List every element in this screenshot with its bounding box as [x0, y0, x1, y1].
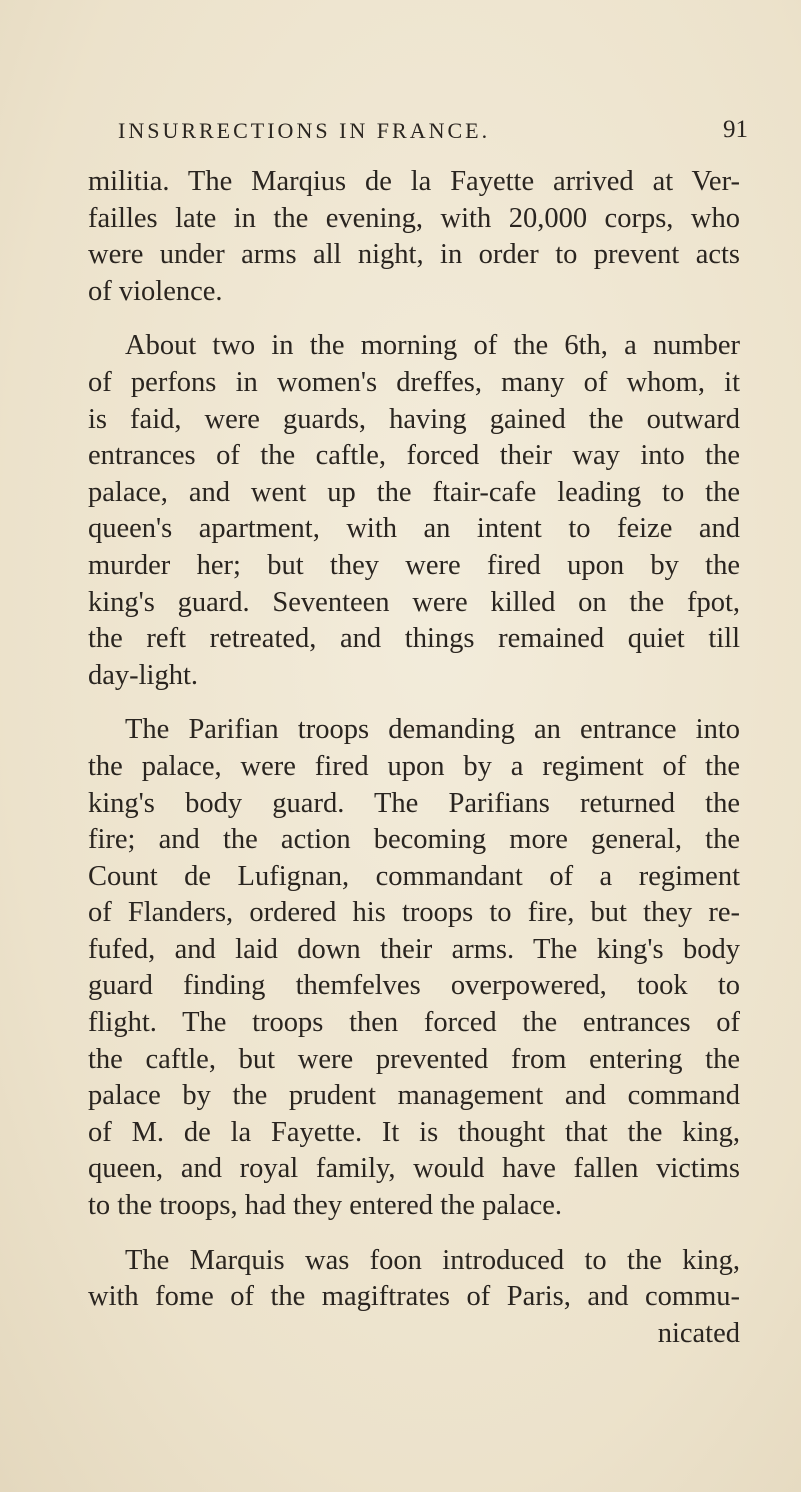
paragraph: [88, 328, 740, 694]
text-line: of perfons in women's dreffes, many of whom, it: [88, 366, 740, 398]
text-line: of M. de la Fayette. It is thought that the king,: [88, 1116, 740, 1148]
text-line: of Flanders, ordered his troops to fire, but they re-: [88, 897, 740, 929]
text-line: fire; and the action becoming more general, the: [88, 824, 740, 856]
text-line: king's guard. Seventeen were killed on the fpot,: [88, 586, 740, 618]
text-line: failles late in the evening, with 20,000 corps, who: [88, 202, 740, 234]
paragraph: [88, 1243, 740, 1316]
text-line: murder her; but they were fired upon by the: [88, 549, 740, 581]
text-line: fufed, and laid down their arms. The king's body: [88, 933, 740, 965]
text-line: with fome of the magiftrates of Paris, and commu-: [88, 1281, 740, 1313]
running-title: INSURRECTIONS IN FRANCE.: [118, 118, 491, 143]
text-line: Count de Lufignan, commandant of a regiment: [88, 860, 740, 892]
text-line: is faid, were guards, having gained the outward: [88, 403, 740, 435]
text-line: king's body guard. The Parifians returned the: [88, 787, 740, 819]
text-line: to the troops, had they entered the palace.: [88, 1190, 563, 1222]
text-line: entrances of the caftle, forced their way into the: [88, 440, 740, 472]
paragraph: [88, 712, 740, 1224]
text-line: the palace, were fired upon by a regiment of the: [88, 750, 740, 782]
text-line: The Parifian troops demanding an entrance into: [125, 714, 740, 746]
paragraph: [88, 164, 740, 310]
text-line: guard finding themfelves overpowered, took to: [88, 970, 740, 1002]
text-line: the caftle, but were prevented from entering the: [88, 1043, 740, 1075]
page-number: 91: [723, 116, 748, 143]
text-line: The Marquis was foon introduced to the king,: [125, 1244, 740, 1276]
running-head: [118, 118, 748, 152]
body-text: [88, 164, 740, 1352]
text-line: of violence.: [88, 275, 223, 307]
text-line: About two in the morning of the 6th, a number: [125, 330, 740, 362]
catchword: nicated: [657, 1317, 740, 1349]
text-line: were under arms all night, in order to prevent acts: [88, 239, 740, 271]
text-line: palace by the prudent management and command: [88, 1080, 740, 1112]
text-line: queen's apartment, with an intent to feize and: [88, 513, 740, 545]
text-line: palace, and went up the ftair-cafe leading to the: [88, 476, 740, 508]
text-line: flight. The troops then forced the entrances of: [88, 1007, 740, 1039]
text-line: day-light.: [88, 659, 199, 691]
text-line: the reft retreated, and things remained quiet till: [88, 623, 740, 655]
text-line: militia. The Marqius de la Fayette arrived at Ver-: [88, 166, 740, 197]
text-line: queen, and royal family, would have fallen victims: [88, 1153, 740, 1185]
